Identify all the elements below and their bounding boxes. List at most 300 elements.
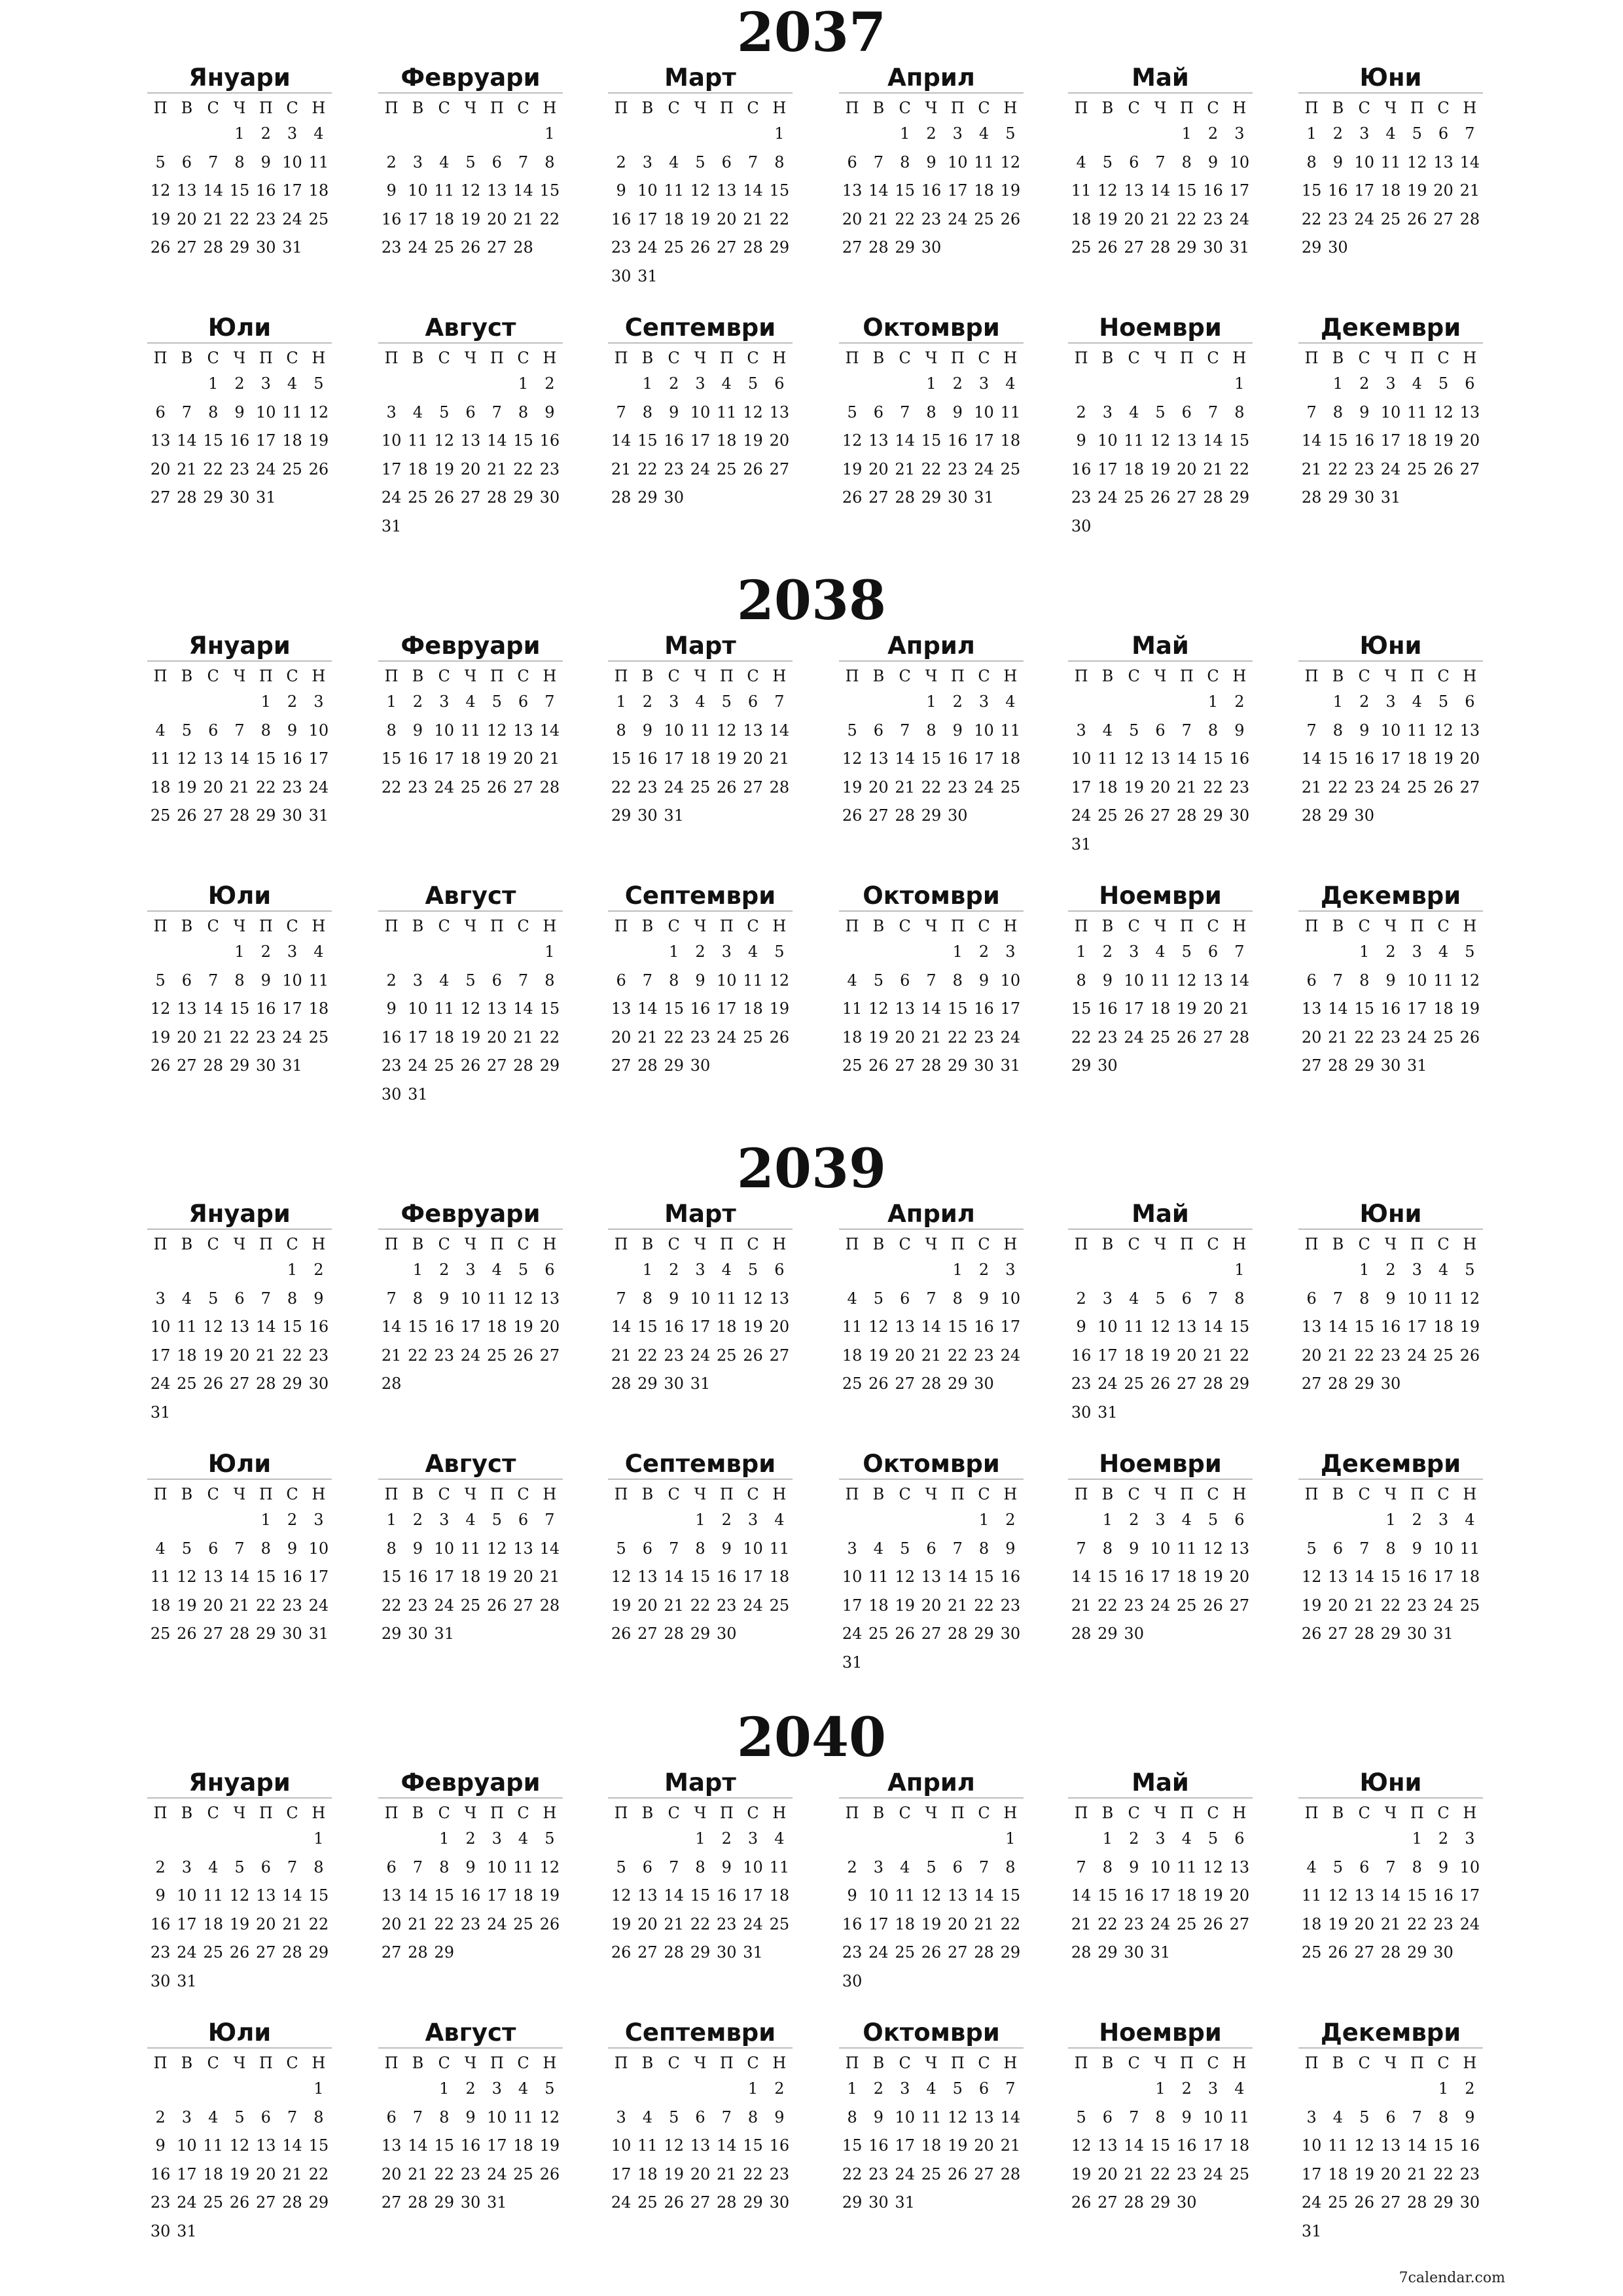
day-cell: 16 <box>1124 1886 1144 1905</box>
day-cell: 9 <box>287 1539 298 1558</box>
day-cell: 24 <box>1301 2193 1322 2212</box>
day-cell: 5 <box>1155 1289 1166 1308</box>
day-cell: 26 <box>1177 1028 1197 1047</box>
day-cell: 7 <box>1207 1289 1219 1308</box>
days-grid <box>608 120 793 291</box>
month-name: Август <box>378 2018 563 2049</box>
day-cell: 3 <box>287 124 298 143</box>
weekday-header-row <box>147 914 332 938</box>
day-cell: 13 <box>948 1886 968 1905</box>
day-cell: 2 <box>642 692 653 711</box>
day-cell: 21 <box>1071 1596 1092 1615</box>
day-cell: 3 <box>1385 692 1396 711</box>
weekday-label: П <box>845 917 859 935</box>
day-cell: 30 <box>948 488 968 507</box>
weekday-label: Н <box>1232 917 1247 935</box>
days-grid <box>378 938 563 1109</box>
day-cell: 21 <box>1203 459 1223 478</box>
day-cell: 11 <box>1177 1539 1197 1558</box>
day-cell: 8 <box>952 1289 963 1308</box>
day-cell: 1 <box>1234 1261 1245 1279</box>
day-cell: 28 <box>717 2193 737 2212</box>
day-cell: 16 <box>948 749 968 768</box>
empty-cell <box>484 120 510 149</box>
day-cell: 7 <box>208 152 219 171</box>
day-cell: 29 <box>1000 1943 1021 1962</box>
day-cell: 11 <box>1433 971 1454 990</box>
day-cell: 13 <box>717 181 737 200</box>
day-cell: 27 <box>637 1624 658 1643</box>
weekday-header-row <box>147 664 332 688</box>
empty-cell <box>865 1506 891 1535</box>
day-cell: 27 <box>868 806 889 825</box>
day-cell: 6 <box>1332 1539 1344 1558</box>
day-cell: 15 <box>895 181 915 200</box>
weekday-label: П <box>1074 1235 1088 1253</box>
day-cell: 23 <box>408 1596 428 1615</box>
day-cell: 2 <box>260 942 271 961</box>
weekday-label: Н <box>312 667 326 685</box>
day-cell: 3 <box>978 692 990 711</box>
day-cell: 3 <box>439 1511 450 1529</box>
day-cell: 29 <box>921 488 942 507</box>
weekday-label: С <box>517 667 529 685</box>
day-cell: 21 <box>539 749 560 768</box>
day-cell: 21 <box>1000 2136 1021 2155</box>
days-grid <box>839 2075 1024 2217</box>
day-cell: 6 <box>1234 1511 1245 1529</box>
day-cell: 8 <box>234 152 245 171</box>
day-cell: 10 <box>1301 2136 1322 2155</box>
day-cell: 4 <box>721 1261 732 1279</box>
days-grid <box>147 370 332 512</box>
day-cell: 16 <box>150 1914 171 1933</box>
weekday-label: Н <box>1232 1485 1247 1503</box>
day-cell: 11 <box>974 152 994 171</box>
day-cell: 24 <box>177 1943 197 1962</box>
day-cell: 19 <box>150 209 171 228</box>
weekday-label: С <box>1128 1804 1140 1822</box>
day-cell: 24 <box>1433 1596 1454 1615</box>
weekday-label: С <box>1128 2054 1140 2072</box>
day-cell: 17 <box>1433 1568 1454 1587</box>
month-block <box>608 314 793 512</box>
day-cell: 18 <box>1433 1318 1454 1336</box>
day-cell: 16 <box>460 2136 481 2155</box>
weekday-label: В <box>1101 917 1114 935</box>
day-cell: 13 <box>868 749 889 768</box>
day-cell: 28 <box>256 1374 276 1393</box>
day-cell: 14 <box>1301 431 1322 450</box>
day-cell: 11 <box>434 181 454 200</box>
day-cell: 24 <box>408 1056 428 1075</box>
weekday-label: Ч <box>1384 917 1397 935</box>
month-block <box>608 63 793 291</box>
weekday-label: Ч <box>233 2054 246 2072</box>
day-cell: 5 <box>155 152 166 171</box>
day-cell: 15 <box>381 1568 402 1587</box>
day-cell: 11 <box>690 721 711 740</box>
month-block <box>378 314 563 541</box>
day-cell: 16 <box>948 431 968 450</box>
weekday-label: В <box>1332 667 1344 685</box>
day-cell: 9 <box>386 181 397 200</box>
day-cell: 4 <box>518 1829 529 1848</box>
day-cell: 20 <box>177 209 197 228</box>
empty-cell <box>892 1825 918 1854</box>
weekday-label: П <box>614 349 628 367</box>
day-cell: 6 <box>1306 1289 1317 1308</box>
weekday-label: П <box>1179 99 1194 117</box>
day-cell: 14 <box>1177 749 1197 768</box>
day-cell: 31 <box>308 1624 329 1643</box>
day-cell: 11 <box>460 721 481 740</box>
day-cell: 18 <box>743 999 763 1018</box>
weekday-label: В <box>872 1235 885 1253</box>
day-cell: 4 <box>669 152 679 171</box>
day-cell: 21 <box>948 1596 968 1615</box>
day-cell: 8 <box>616 721 626 740</box>
month-block <box>839 1450 1024 1677</box>
day-cell: 28 <box>408 1943 428 1962</box>
days-grid <box>608 688 793 831</box>
day-cell: 14 <box>1071 1886 1092 1905</box>
day-cell: 31 <box>1150 1943 1171 1962</box>
day-cell: 1 <box>695 1511 705 1529</box>
month-name: Октомври <box>839 2018 1024 2049</box>
empty-cell <box>1298 1825 1325 1854</box>
empty-cell <box>1121 370 1147 399</box>
day-cell: 11 <box>460 1539 481 1558</box>
day-cell: 14 <box>487 431 507 450</box>
day-cell: 17 <box>868 1914 889 1933</box>
month-name: Януари <box>147 1200 332 1230</box>
day-cell: 20 <box>1177 1346 1197 1365</box>
day-cell: 9 <box>1412 1539 1422 1558</box>
day-cell: 9 <box>721 1539 732 1558</box>
day-cell: 1 <box>1207 692 1219 711</box>
day-cell: 13 <box>177 181 197 200</box>
weekday-label: В <box>1101 1485 1114 1503</box>
month-name: Април <box>839 1200 1024 1230</box>
day-cell: 16 <box>150 2164 171 2183</box>
day-cell: 4 <box>747 942 758 961</box>
day-cell: 24 <box>1459 1914 1480 1933</box>
weekday-header-row <box>839 1801 1024 1825</box>
day-cell: 21 <box>1124 2164 1144 2183</box>
day-cell: 30 <box>769 2193 790 2212</box>
weekday-label: С <box>978 1804 990 1822</box>
day-cell: 29 <box>308 2193 329 2212</box>
weekday-label: С <box>1358 99 1370 117</box>
day-cell: 18 <box>717 1318 737 1336</box>
day-cell: 20 <box>1459 749 1480 768</box>
day-cell: 13 <box>769 403 790 422</box>
day-cell: 5 <box>952 2079 963 2098</box>
day-cell: 22 <box>1097 1914 1118 1933</box>
day-cell: 6 <box>900 1289 910 1308</box>
day-cell: 28 <box>1124 2193 1144 2212</box>
day-cell: 29 <box>690 1624 711 1643</box>
day-cell: 30 <box>1229 806 1250 825</box>
day-cell: 10 <box>1097 431 1118 450</box>
day-cell: 29 <box>539 1056 560 1075</box>
weekday-header-row <box>1068 2051 1253 2075</box>
day-cell: 6 <box>952 1857 963 1876</box>
day-cell: 9 <box>313 1289 324 1308</box>
weekday-label: С <box>286 99 298 117</box>
day-cell: 15 <box>1150 2136 1171 2155</box>
weekday-label: С <box>899 349 911 367</box>
weekday-label: С <box>747 349 759 367</box>
day-cell: 3 <box>642 152 653 171</box>
day-cell: 16 <box>539 431 560 450</box>
day-cell: 20 <box>1301 1028 1322 1047</box>
day-cell: 9 <box>1076 431 1086 450</box>
day-cell: 28 <box>229 1624 250 1643</box>
day-cell: 16 <box>769 2136 790 2155</box>
day-cell: 21 <box>868 209 889 228</box>
empty-cell <box>1121 688 1147 717</box>
day-cell: 15 <box>1203 749 1223 768</box>
weekday-label: Ч <box>464 1235 477 1253</box>
day-cell: 11 <box>408 431 428 450</box>
empty-cell <box>431 370 457 399</box>
weekday-label: П <box>153 1804 168 1822</box>
weekday-label: Н <box>543 2054 557 2072</box>
day-cell: 14 <box>539 1539 560 1558</box>
day-cell: 8 <box>978 1539 990 1558</box>
day-cell: 28 <box>381 1374 402 1393</box>
day-cell: 7 <box>544 692 555 711</box>
empty-cell <box>661 2075 687 2104</box>
day-cell: 5 <box>1207 1511 1219 1529</box>
day-cell: 13 <box>1433 152 1454 171</box>
day-cell: 22 <box>229 1028 250 1047</box>
day-cell: 21 <box>1328 1346 1348 1365</box>
empty-cell <box>713 2075 740 2104</box>
month-block <box>608 1200 793 1399</box>
empty-cell <box>1068 2075 1094 2104</box>
day-cell: 15 <box>664 999 684 1018</box>
empty-cell <box>378 938 404 967</box>
day-cell: 8 <box>313 1857 324 1876</box>
day-cell: 19 <box>664 2164 684 2183</box>
day-cell: 21 <box>1177 778 1197 797</box>
day-cell: 12 <box>948 2108 968 2126</box>
day-cell: 10 <box>177 2136 197 2155</box>
day-cell: 16 <box>921 181 942 200</box>
day-cell: 19 <box>460 1028 481 1047</box>
weekday-label: С <box>978 1485 990 1503</box>
day-cell: 14 <box>177 431 197 450</box>
days-grid <box>378 1506 563 1649</box>
weekday-label: Ч <box>1384 349 1397 367</box>
empty-cell <box>431 120 457 149</box>
day-cell: 3 <box>386 403 397 422</box>
day-cell: 6 <box>518 1511 529 1529</box>
day-cell: 28 <box>611 1374 632 1393</box>
day-cell: 30 <box>974 1374 994 1393</box>
day-cell: 13 <box>1354 1886 1374 1905</box>
days-grid <box>839 1506 1024 1677</box>
day-cell: 12 <box>743 1289 763 1308</box>
empty-cell <box>173 1506 200 1535</box>
day-cell: 27 <box>203 1624 223 1643</box>
day-cell: 17 <box>1203 2136 1223 2155</box>
day-cell: 7 <box>747 152 758 171</box>
day-cell: 20 <box>256 1914 276 1933</box>
day-cell: 8 <box>669 971 679 990</box>
day-cell: 23 <box>282 778 302 797</box>
weekday-label: С <box>438 1804 450 1822</box>
day-cell: 13 <box>1301 1318 1322 1336</box>
day-cell: 22 <box>1433 2164 1454 2183</box>
day-cell: 25 <box>513 1914 533 1933</box>
weekday-label: Ч <box>233 349 246 367</box>
month-name: Февруари <box>378 1768 563 1799</box>
weekday-label: П <box>1304 2054 1319 2072</box>
day-cell: 18 <box>1177 1886 1197 1905</box>
day-cell: 28 <box>513 1056 533 1075</box>
empty-cell <box>510 120 536 149</box>
weekday-label: В <box>641 99 654 117</box>
empty-cell <box>661 120 687 149</box>
day-cell: 6 <box>774 1261 785 1279</box>
empty-cell <box>404 938 431 967</box>
day-cell: 4 <box>1155 942 1166 961</box>
day-cell: 25 <box>743 1028 763 1047</box>
day-cell: 12 <box>842 749 863 768</box>
day-cell: 1 <box>1005 1829 1016 1848</box>
day-cell: 11 <box>1459 1539 1480 1558</box>
empty-cell <box>173 938 200 967</box>
day-cell: 21 <box>408 1914 428 1933</box>
weekday-label: С <box>978 917 990 935</box>
weekday-label: С <box>747 99 759 117</box>
day-cell: 27 <box>1354 1943 1374 1962</box>
day-cell: 22 <box>921 778 942 797</box>
month-name: Февруари <box>378 632 563 662</box>
day-cell: 25 <box>769 1914 790 1933</box>
weekday-label: Ч <box>464 99 477 117</box>
day-cell: 24 <box>743 1914 763 1933</box>
weekday-header-row <box>1298 1482 1483 1506</box>
day-cell: 23 <box>921 209 942 228</box>
day-cell: 10 <box>690 403 711 422</box>
day-cell: 15 <box>1354 999 1374 1018</box>
day-cell: 8 <box>1234 1289 1245 1308</box>
weekday-label: С <box>286 667 298 685</box>
day-cell: 29 <box>743 2193 763 2212</box>
day-cell: 23 <box>974 1346 994 1365</box>
day-cell: 27 <box>1229 1596 1250 1615</box>
day-cell: 12 <box>1177 971 1197 990</box>
weekday-label: С <box>899 917 911 935</box>
day-cell: 24 <box>948 209 968 228</box>
day-cell: 7 <box>1332 971 1344 990</box>
weekday-label: Ч <box>1384 99 1397 117</box>
day-cell: 17 <box>487 2136 507 2155</box>
weekday-header-row <box>378 96 563 120</box>
month-block <box>1068 63 1253 262</box>
weekday-label: П <box>614 1485 628 1503</box>
weekday-label: С <box>978 99 990 117</box>
day-cell: 19 <box>868 1028 889 1047</box>
day-cell: 25 <box>460 1596 481 1615</box>
day-cell: 17 <box>1229 181 1250 200</box>
day-cell: 17 <box>842 1596 863 1615</box>
day-cell: 24 <box>868 1943 889 1962</box>
day-cell: 4 <box>1005 692 1016 711</box>
day-cell: 1 <box>1332 374 1344 393</box>
day-cell: 28 <box>1071 1943 1092 1962</box>
empty-cell <box>1147 370 1173 399</box>
empty-cell <box>226 688 253 717</box>
day-cell: 27 <box>1229 1914 1250 1933</box>
weekday-label: Н <box>772 2054 787 2072</box>
weekday-label: Ч <box>233 1804 246 1822</box>
day-cell: 16 <box>1097 999 1118 1018</box>
weekday-label: Ч <box>694 1235 707 1253</box>
day-cell: 18 <box>921 2136 942 2155</box>
empty-cell <box>200 688 226 717</box>
day-cell: 8 <box>1234 403 1245 422</box>
day-cell: 29 <box>1150 2193 1171 2212</box>
day-cell: 10 <box>1459 1857 1480 1876</box>
day-cell: 31 <box>487 2193 507 2212</box>
day-cell: 2 <box>155 1857 166 1876</box>
day-cell: 15 <box>1097 1568 1118 1587</box>
day-cell: 5 <box>518 1261 529 1279</box>
weekday-label: П <box>1304 1485 1319 1503</box>
weekday-label: С <box>1207 1235 1219 1253</box>
day-cell: 11 <box>434 999 454 1018</box>
day-cell: 10 <box>1000 1289 1021 1308</box>
weekday-label: Н <box>1003 349 1018 367</box>
weekday-label: Ч <box>694 99 707 117</box>
day-cell: 24 <box>1097 1374 1118 1393</box>
day-cell: 25 <box>1124 1374 1144 1393</box>
day-cell: 23 <box>1071 488 1092 507</box>
day-cell: 9 <box>1129 1539 1139 1558</box>
empty-cell <box>510 938 536 967</box>
weekday-label: Ч <box>694 917 707 935</box>
day-cell: 9 <box>1385 971 1396 990</box>
weekday-label: Ч <box>925 667 938 685</box>
day-cell: 18 <box>868 1596 889 1615</box>
month-name: Юли <box>147 1450 332 1480</box>
day-cell: 17 <box>611 2164 632 2183</box>
day-cell: 16 <box>1124 1568 1144 1587</box>
month-block <box>839 1200 1024 1399</box>
day-cell: 25 <box>1380 209 1401 228</box>
empty-cell <box>1068 1825 1094 1854</box>
footer-site-name: 7calendar.com <box>1399 2270 1505 2286</box>
day-cell: 9 <box>1181 2108 1192 2126</box>
empty-cell <box>1298 1506 1325 1535</box>
day-cell: 10 <box>1229 152 1250 171</box>
month-name: Ноември <box>1068 882 1253 912</box>
empty-cell <box>1351 1506 1378 1535</box>
day-cell: 17 <box>308 1568 329 1587</box>
day-cell: 3 <box>747 1829 758 1848</box>
day-cell: 24 <box>1407 1028 1427 1047</box>
day-cell: 31 <box>690 1374 711 1393</box>
weekday-label: С <box>286 1235 298 1253</box>
day-cell: 20 <box>256 2164 276 2183</box>
empty-cell <box>200 1506 226 1535</box>
